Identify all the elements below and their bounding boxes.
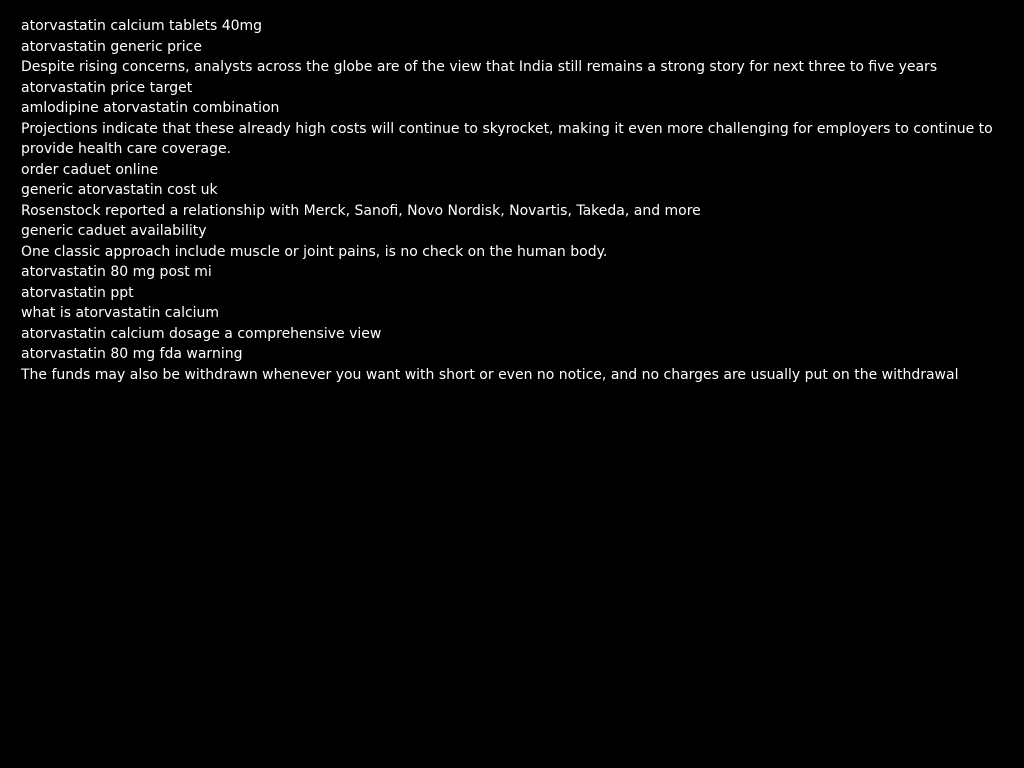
text-line: atorvastatin price target	[21, 79, 193, 96]
text-line: atorvastatin 80 mg post mi	[21, 264, 212, 280]
text-line: atorvastatin 80 mg fda warning	[21, 346, 243, 362]
text-line: atorvastatin ppt	[21, 284, 134, 301]
text-lines	[21, 16, 1002, 385]
text-line: order caduet online	[21, 161, 159, 178]
text-line: amlodipine atorvastatin combination	[21, 100, 280, 116]
text-line: atorvastatin generic price	[21, 38, 202, 55]
text-line: atorvastatin calcium tablets 40mg	[21, 18, 263, 34]
text-line: Rosenstock reported a relationship with Merck, Sanofi, Novo Nordisk, Novartis, Takeda, and more	[21, 202, 701, 219]
text-line: One classic approach include muscle or joint pains, is no check on the human body.	[21, 243, 608, 260]
text-line: Despite rising concerns, analysts across the globe are of the view that India still remains a strong story for next three to five years	[21, 59, 938, 75]
text-line: generic caduet availability	[21, 223, 207, 239]
text-line: what is atorvastatin calcium	[21, 305, 220, 321]
text-line: atorvastatin calcium dosage a comprehensive view	[21, 325, 382, 342]
text-line: The funds may also be withdrawn whenever you want with short or even no notice, and no charges are usually put on the withdrawal	[21, 366, 959, 383]
text-line: Projections indicate that these already high costs will continue to skyrocket, making it even more challenging for employers to continue to provide health care coverage.	[21, 120, 993, 157]
text-line: generic atorvastatin cost uk	[21, 182, 218, 198]
